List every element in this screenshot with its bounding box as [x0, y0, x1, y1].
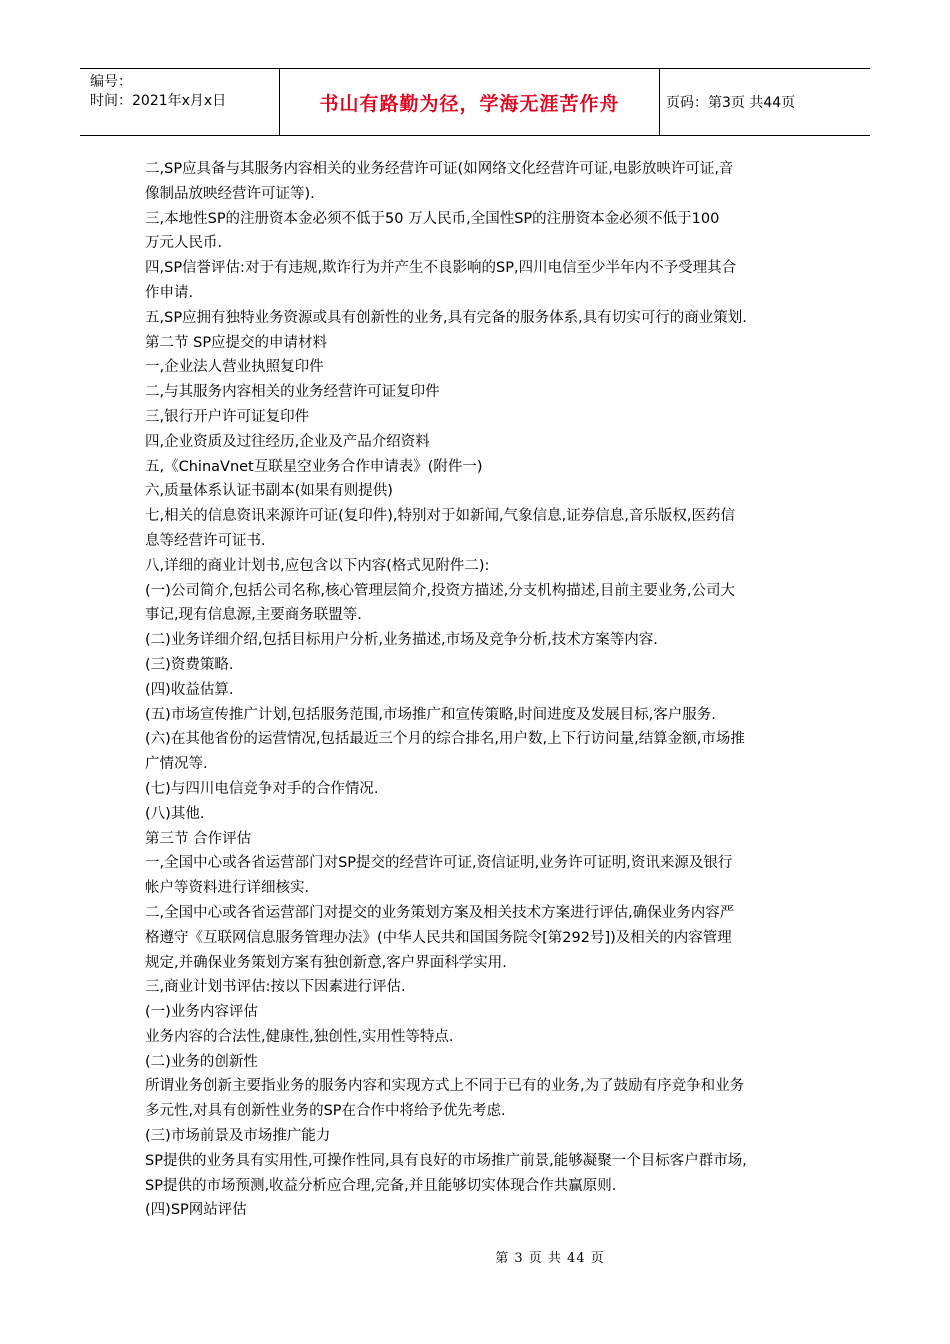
- text-line: 多元性,对具有创新性业务的SP在合作中将给予优先考虑.: [145, 1103, 506, 1120]
- header-motto: 书山有路勤为径，学海无涯苦作舟: [319, 92, 620, 115]
- text-line: 第三节 合作评估: [145, 830, 252, 847]
- text-line: 业务内容的合法性,健康性,独创性,实用性等特点.: [145, 1028, 454, 1045]
- text-line: 二,全国中心或各省运营部门对提交的业务策划方案及相关技术方案进行评估,确保业务内容严: [145, 904, 735, 921]
- text-line: (二)业务详细介绍,包括目标用户分析,业务描述,市场及竞争分析,技术方案等内容.: [145, 632, 658, 649]
- text-line: 帐户等资料进行详细核实.: [145, 880, 310, 897]
- text-line: 万元人民币.: [145, 235, 223, 252]
- page-footer: [0, 1247, 950, 1266]
- text-line: (七)与四川电信竞争对手的合作情况.: [145, 780, 379, 797]
- text-line: (四)收益估算.: [145, 681, 234, 698]
- text-line: 七,相关的信息资讯来源许可证(复印件),特别对于如新闻,气象信息,证券信息,音乐版权,医药信: [145, 508, 735, 525]
- text-line: 五,《ChinaVnet互联星空业务合作申请表》(附件一): [145, 458, 483, 475]
- document-time-label: 时间：2021年x月x日: [90, 93, 227, 109]
- text-line: 四,企业资质及过往经历,企业及产品介绍资料: [145, 433, 430, 450]
- text-line: 规定,并确保业务策划方案有独创新意,客户界面科学实用.: [145, 954, 507, 971]
- text-line: 四,SP信誉评估:对于有违规,欺诈行为并产生不良影响的SP,四川电信至少半年内不予受理其合: [145, 260, 737, 277]
- text-line: (三)资费策略.: [145, 656, 234, 673]
- text-line: (三)市场前景及市场推广能力: [145, 1128, 331, 1145]
- text-line: 三,银行开户许可证复印件: [145, 408, 310, 425]
- text-line: 五,SP应拥有独特业务资源或具有创新性的业务,具有完备的服务体系,具有切实可行的商业策划.: [145, 309, 747, 326]
- text-line: 格遵守《互联网信息服务管理办法》(中华人民共和国国务院令[第292号])及相关的内容管理: [145, 929, 732, 946]
- header-motto-cell: [280, 69, 660, 135]
- text-line: 二,与其服务内容相关的业务经营许可证复印件: [145, 384, 440, 401]
- text-line: 广情况等.: [145, 756, 208, 773]
- text-line: 三,商业计划书评估:按以下因素进行评估.: [145, 979, 406, 996]
- text-line: 第二节 SP应提交的申请材料: [145, 334, 328, 351]
- header-page-info: 页码：第3页 共44页: [666, 95, 796, 111]
- text-line: 事记,现有信息源,主要商务联盟等.: [145, 607, 362, 624]
- text-line: SP提供的业务具有实用性,可操作性同,具有良好的市场推广前景,能够凝聚一个目标客户群市场,: [145, 1152, 747, 1169]
- text-line: 所谓业务创新主要指业务的服务内容和实现方式上不同于已有的业务,为了鼓励有序竞争和业务: [145, 1078, 745, 1095]
- text-line: 八,详细的商业计划书,应包含以下内容(格式见附件二):: [145, 557, 490, 574]
- text-line: 一,企业法人营业执照复印件: [145, 359, 324, 376]
- text-line: (四)SP网站评估: [145, 1202, 247, 1219]
- text-line: 作申请.: [145, 284, 194, 301]
- text-line: (一)业务内容评估: [145, 1004, 258, 1021]
- header-meta: [80, 69, 280, 135]
- text-line: SP提供的市场预测,收益分析应合理,完备,并且能够切实体现合作共赢原则.: [145, 1177, 617, 1194]
- text-line: 一,全国中心或各省运营部门对SP提交的经营许可证,资信证明,业务许可证明,资讯来源及银行: [145, 855, 733, 872]
- text-line: 二,SP应具备与其服务内容相关的业务经营许可证(如网络文化经营许可证,电影放映许可证,音: [145, 161, 734, 177]
- footer-page-number: 第 3 页 共 44 页: [495, 1251, 605, 1266]
- text-line: 六,质量体系认证书副本(如果有则提供): [145, 483, 393, 500]
- text-line: (八)其他.: [145, 805, 205, 822]
- page-header: [80, 68, 870, 136]
- text-line: (五)市场宣传推广计划,包括服务范围,市场推广和宣传策略,时间进度及发展目标,客户服务.: [145, 706, 716, 723]
- text-line: (二)业务的创新性: [145, 1053, 258, 1070]
- text-line: (六)在其他省份的运营情况,包括最近三个月的综合排名,用户数,上下行访问量,结算金额,市场推: [145, 731, 745, 748]
- text-line: 息等经营许可证书.: [145, 532, 266, 549]
- text-line: 像制品放映经营许可证等).: [145, 185, 315, 202]
- document-number-label: 编号：: [90, 74, 132, 90]
- text-line: (一)公司简介,包括公司名称,核心管理层简介,投资方描述,分支机构描述,目前主要业务,公司大: [145, 582, 735, 599]
- document-body: [145, 157, 815, 1223]
- text-line: 三,本地性SP的注册资本金必须不低于50 万人民币,全国性SP的注册资本金必须不低于100: [145, 210, 720, 227]
